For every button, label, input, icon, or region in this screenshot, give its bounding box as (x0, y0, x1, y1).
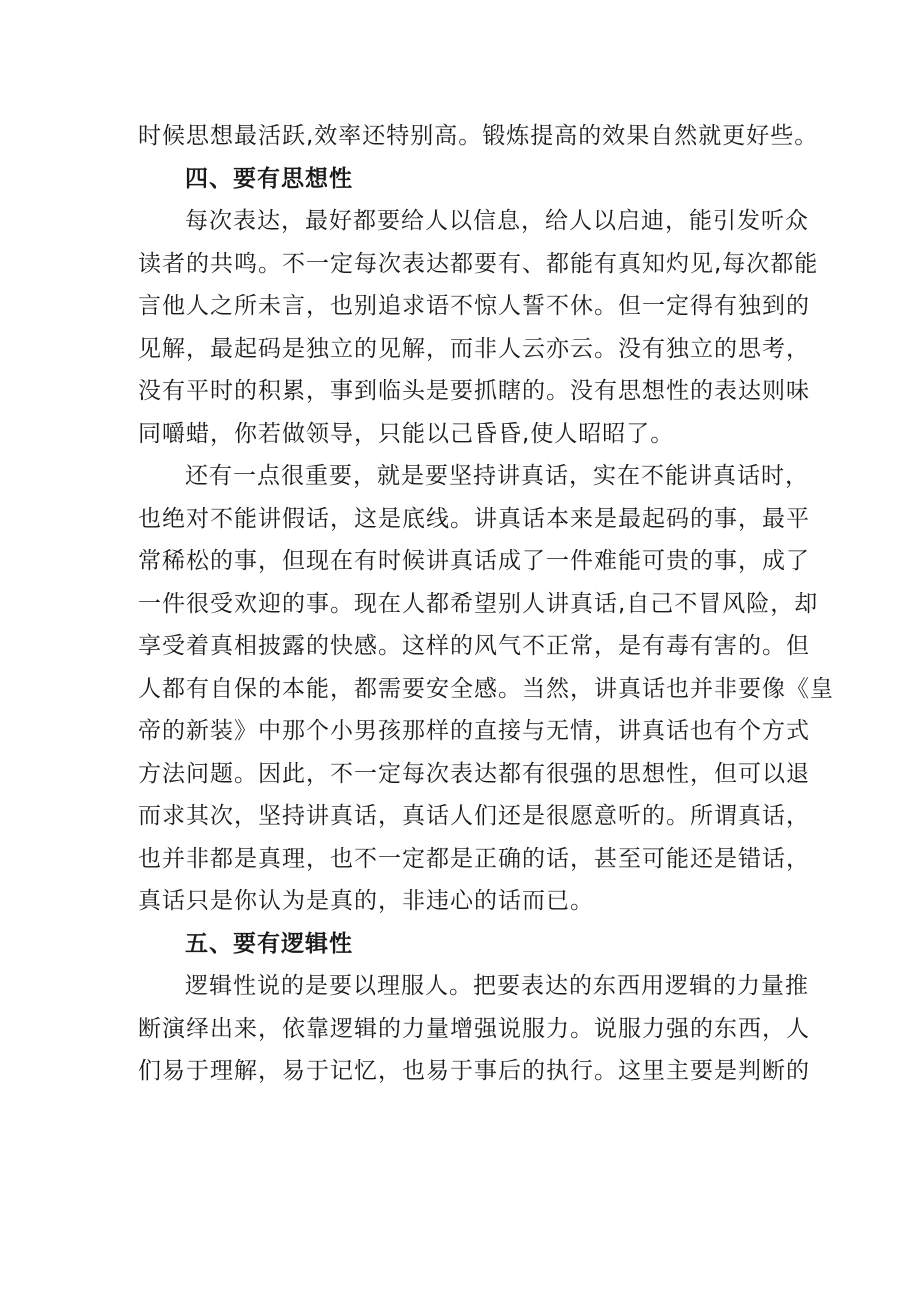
section-heading: 五、要有逻辑性 (185, 930, 353, 957)
paragraph-line: 而求其次，坚持讲真话，真话人们还是很愿意听的。所谓真话， (138, 803, 810, 829)
paragraph-line: 时候思想最活跃,效率还特别高。锻炼提高的效果自然就更好些。 (138, 123, 819, 149)
paragraph-line: 帝的新装》中那个小男孩那样的直接与无情，讲真话也有个方式 (138, 718, 810, 744)
paragraph-line: 读者的共鸣。不一定每次表达都要有、都能有真知灼见,每次都能 (138, 250, 819, 277)
paragraph-line: 真话只是你认为是真的，非违心的话而已。 (138, 888, 594, 914)
paragraph-line: 也并非都是真理，也不一定都是正确的话，甚至可能还是错话， (138, 845, 810, 872)
paragraph-line: 方法问题。因此，不一定每次表达都有很强的思想性，但可以退 (138, 760, 810, 787)
paragraph-line: 还有一点很重要，就是要坚持讲真话，实在不能讲真话时， (185, 463, 809, 489)
paragraph-line: 断演绎出来，依靠逻辑的力量增强说服力。说服力强的东西，人 (138, 1015, 810, 1042)
document-body (138, 115, 834, 1093)
paragraph-line: 同嚼蜡，你若做领导，只能以己昏昏,使人昭昭了。 (138, 420, 675, 447)
section-heading: 四、要有思想性 (185, 165, 353, 192)
paragraph-line: 言他人之所未言，也别追求语不惊人誓不休。但一定得有独到的 (138, 293, 810, 319)
paragraph-line: 人都有自保的本能，都需要安全感。当然，讲真话也并非要像《皇 (138, 675, 834, 702)
paragraph-line: 常稀松的事，但现在有时候讲真话成了一件难能可贵的事，成了 (138, 548, 810, 574)
paragraph-line: 也绝对不能讲假话，这是底线。讲真话本来是最起码的事，最平 (138, 505, 810, 532)
paragraph-line: 们易于理解，易于记忆，也易于事后的执行。这里主要是判断的 (138, 1058, 810, 1084)
paragraph-line: 每次表达，最好都要给人以信息，给人以启迪，能引发听众 (185, 208, 809, 234)
paragraph-line: 享受着真相披露的快感。这样的风气不正常，是有毒有害的。但 (138, 633, 810, 659)
paragraph-line: 见解，最起码是独立的见解，而非人云亦云。没有独立的思考， (138, 335, 810, 362)
paragraph-line: 没有平时的积累，事到临头是要抓瞎的。没有思想性的表达则味 (138, 378, 810, 404)
paragraph-line: 逻辑性说的是要以理服人。把要表达的东西用逻辑的力量推 (185, 973, 809, 999)
paragraph-line: 一件很受欢迎的事。现在人都希望别人讲真话,自己不冒风险，却 (138, 590, 819, 617)
